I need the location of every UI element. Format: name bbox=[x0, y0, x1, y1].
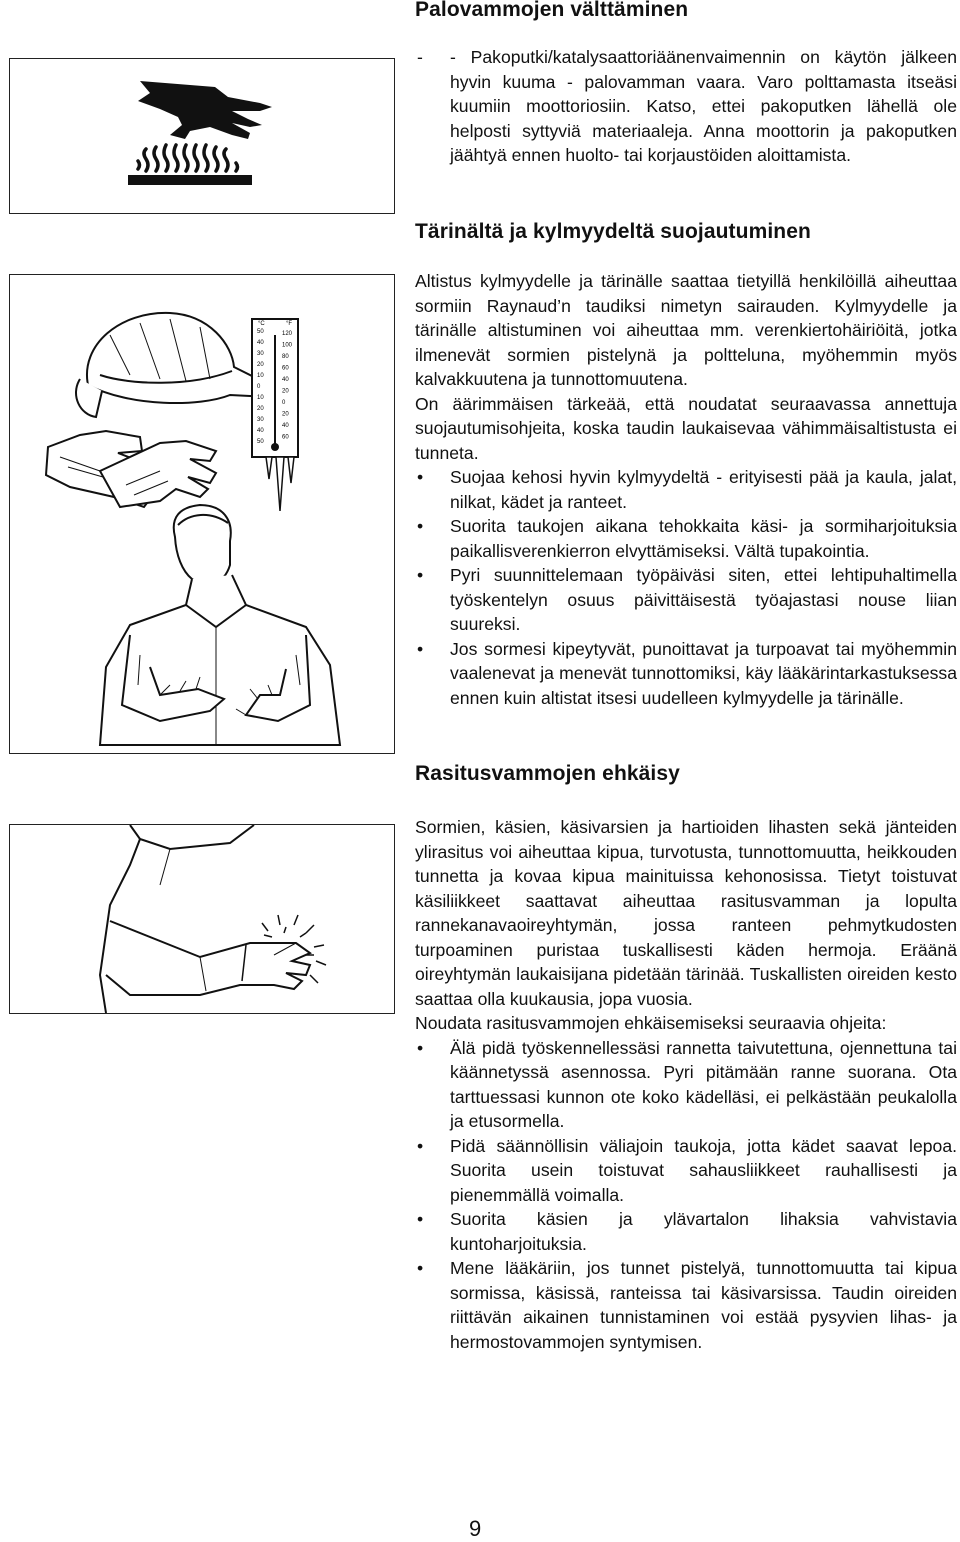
bullet-icon: • bbox=[417, 467, 424, 487]
man-cold-hands-figure bbox=[100, 505, 340, 745]
thermometer-left-unit: °C bbox=[258, 321, 265, 327]
thermometer-fahrenheit-label: 40 bbox=[282, 377, 289, 383]
thermometer-fahrenheit-label: 20 bbox=[282, 388, 289, 395]
list-item bbox=[415, 514, 957, 563]
thermometer-celsius-label: 0 bbox=[257, 384, 261, 390]
hot-surface-hand-icon bbox=[10, 59, 394, 213]
thermometer-celsius-label: 40 bbox=[257, 340, 264, 346]
strain-bullets bbox=[415, 1036, 957, 1355]
burn-illustration bbox=[9, 58, 395, 214]
thermometer-celsius-label: 20 bbox=[257, 406, 264, 412]
cold-gear-drawing bbox=[10, 275, 394, 753]
thermometer-icon bbox=[252, 319, 298, 511]
thermometer-celsius-label: 30 bbox=[257, 417, 264, 423]
burns-text-body: - Pakoputki/katalysaattoriäänenvaimennin on käytön jälkeen hyvin kuuma - palovamman vaara. Varo polttamasta itseäsi kuumiin moottoriosiin. Katso, ettei pakoputken lähellä ole helposti syttyviä materiaaleja. Anna moottorin ja pakoputken jäähtyä ennen huolto- tai korjaustöiden aloittamista. bbox=[450, 47, 957, 165]
wrist-pain-drawing bbox=[10, 825, 394, 1013]
list-item-text: Pyri suunnittelemaan työpäiväsi siten, ettei lehtipuhaltimella työskentelyn osuus päivittäisestä työajastasi nouse liian suureksi. bbox=[450, 565, 957, 634]
thermometer-fahrenheit-label: 20 bbox=[282, 411, 289, 418]
list-item bbox=[415, 1207, 957, 1256]
section-title-burns: Palovammojen välttäminen bbox=[415, 0, 689, 21]
thermometer-celsius-label: 50 bbox=[257, 329, 264, 335]
bullet-icon: • bbox=[417, 638, 424, 659]
thermometer-celsius-label: 10 bbox=[257, 373, 264, 379]
dash-marker: - bbox=[417, 47, 423, 67]
vibration-content bbox=[415, 269, 957, 710]
cap-icon bbox=[76, 313, 272, 417]
burns-text bbox=[415, 45, 957, 168]
list-item-text: Pidä säännöllisin väliajoin taukoja, jotta kädet saavat lepoa. Suorita usein toistuvat sahausliikkeet rauhallisesti ja pienemmällä voimalla. bbox=[450, 1135, 957, 1205]
strain-illustration bbox=[9, 824, 395, 1014]
thermometer-fahrenheit-label: 100 bbox=[282, 342, 293, 349]
thermometer-fahrenheit-label: 120 bbox=[282, 331, 293, 337]
list-item-text: Jos sormesi kipeytyvät, punoittavat ja turpoavat tai myöhemmin vaalenevat ja menevät tunnottomiksi, käy lääkärintarkastuksessa ennen kuin altistat itsesi uudelleen kylmyydelle ja tärinälle. bbox=[450, 638, 957, 708]
page-number: 9 bbox=[469, 1516, 482, 1541]
cold-protection-illustration bbox=[9, 274, 395, 754]
thermometer-fahrenheit-label: 40 bbox=[282, 423, 289, 429]
list-item bbox=[415, 1256, 957, 1354]
strain-intro-2: Noudata rasitusvammojen ehkäisemiseksi seuraavia ohjeita: bbox=[415, 1013, 887, 1033]
list-item-text: Suorita taukojen aikana tehokkaita käsi- ja sormiharjoituksia paikallisverenkierron elvyttämiseksi. Vältä tupakointia. bbox=[450, 516, 957, 561]
section-title-strain: Rasitusvammojen ehkäisy bbox=[415, 762, 680, 785]
list-item-text: Älä pidä työskennellessäsi rannetta taivutettuna, ojennettuna tai käännetyssä asennossa. Pyri pitämään ranne suorana. Ota tarttuessasi kunnon ote koko kädelläsi, ei pelkästään peukalolla ja etusormella. bbox=[450, 1037, 957, 1131]
section-title-vibration: Tärinältä ja kylmyydeltä suojautuminen bbox=[415, 220, 811, 243]
vibration-intro-2: On äärimmäisen tärkeää, että noudatat seuraavassa annettuja suojautumisohjeita, koska taudin laukaisevaa vähimmäisaltistusta ei tunneta. bbox=[415, 393, 957, 463]
bullet-icon: • bbox=[417, 565, 424, 585]
bullet-icon: • bbox=[417, 1037, 424, 1058]
thermometer-right-unit: °F bbox=[286, 321, 293, 327]
bullet-icon: • bbox=[417, 1209, 424, 1229]
list-item bbox=[415, 465, 957, 514]
list-item bbox=[415, 637, 957, 711]
thermometer-fahrenheit-label: 60 bbox=[282, 365, 289, 372]
thermometer-fahrenheit-label: 60 bbox=[282, 434, 289, 441]
list-item bbox=[415, 563, 957, 637]
bullet-icon: • bbox=[417, 1135, 424, 1156]
thermometer-celsius-label: 30 bbox=[257, 351, 264, 357]
thermometer-celsius-label: 40 bbox=[257, 428, 264, 434]
list-item-text: Mene lääkäriin, jos tunnet pistelyä, tunnottomuutta tai kipua sormissa, käsissä, ranteissa tai käsivarsissa. Taudin oireiden riittävän aikainen tunnistaminen voi estää pysyvien lihas- ja hermostovammojen syntymisen. bbox=[450, 1258, 957, 1352]
thermometer-celsius-label: 20 bbox=[257, 362, 264, 368]
thermometer-fahrenheit-label: 80 bbox=[282, 354, 289, 360]
list-item bbox=[415, 1036, 957, 1134]
thermometer-fahrenheit-label: 0 bbox=[282, 400, 286, 406]
list-item-text: Suorita käsien ja ylävartalon lihaksia vahvistavia kuntoharjoituksia. bbox=[450, 1209, 957, 1254]
gloves-icon bbox=[46, 431, 216, 507]
list-item-text: Suojaa kehosi hyvin kylmyydeltä - erityisesti pää ja kaula, jalat, nilkat, kädet ja ranteet. bbox=[450, 467, 957, 512]
thermometer-celsius-label: 50 bbox=[257, 439, 264, 445]
bullet-icon: • bbox=[417, 516, 424, 536]
strain-intro: Sormien, käsien, käsivarsien ja hartioiden lihasten sekä jänteiden ylirasitus voi aiheuttaa kipua, turvotusta, tunnottomuutta, heikkouden tunnetta ja kovaa kipua mainituissa kehonosissa. Tietyt toistuvat käsiliikkeet saattavat aiheuttaa rasitusvamman ja lopulta rannekanavaoireyhtymän, jossa ranteen pehmytkudosten turpoaminen puristaa tuskallisesti käden hermoja. Eräänä oireyhtymän laukaisijana pidetään tärinää. Tuskallisten oireiden kesto saattaa olla kuukausia, jopa vuosia. bbox=[415, 817, 957, 1009]
strain-content bbox=[415, 815, 957, 1354]
vibration-intro: Altistus kylmyydelle ja tärinälle saattaa tietyillä henkilöillä aiheuttaa sormiin Raynaud’n taudiksi nimetyn sairauden. Kylmyydelle ja tärinälle altistuminen voi aiheuttaa mm. verenkiertohäiriöitä, jotka ilmenevät sormien pistelynä ja poltteluna, myöhemmin myös kalvakkuutena ja tunnottomuutena. bbox=[415, 271, 957, 389]
list-item bbox=[415, 1134, 957, 1208]
bullet-icon: • bbox=[417, 1258, 424, 1278]
thermometer-celsius-label: 10 bbox=[257, 395, 264, 401]
vibration-bullets bbox=[415, 465, 957, 710]
